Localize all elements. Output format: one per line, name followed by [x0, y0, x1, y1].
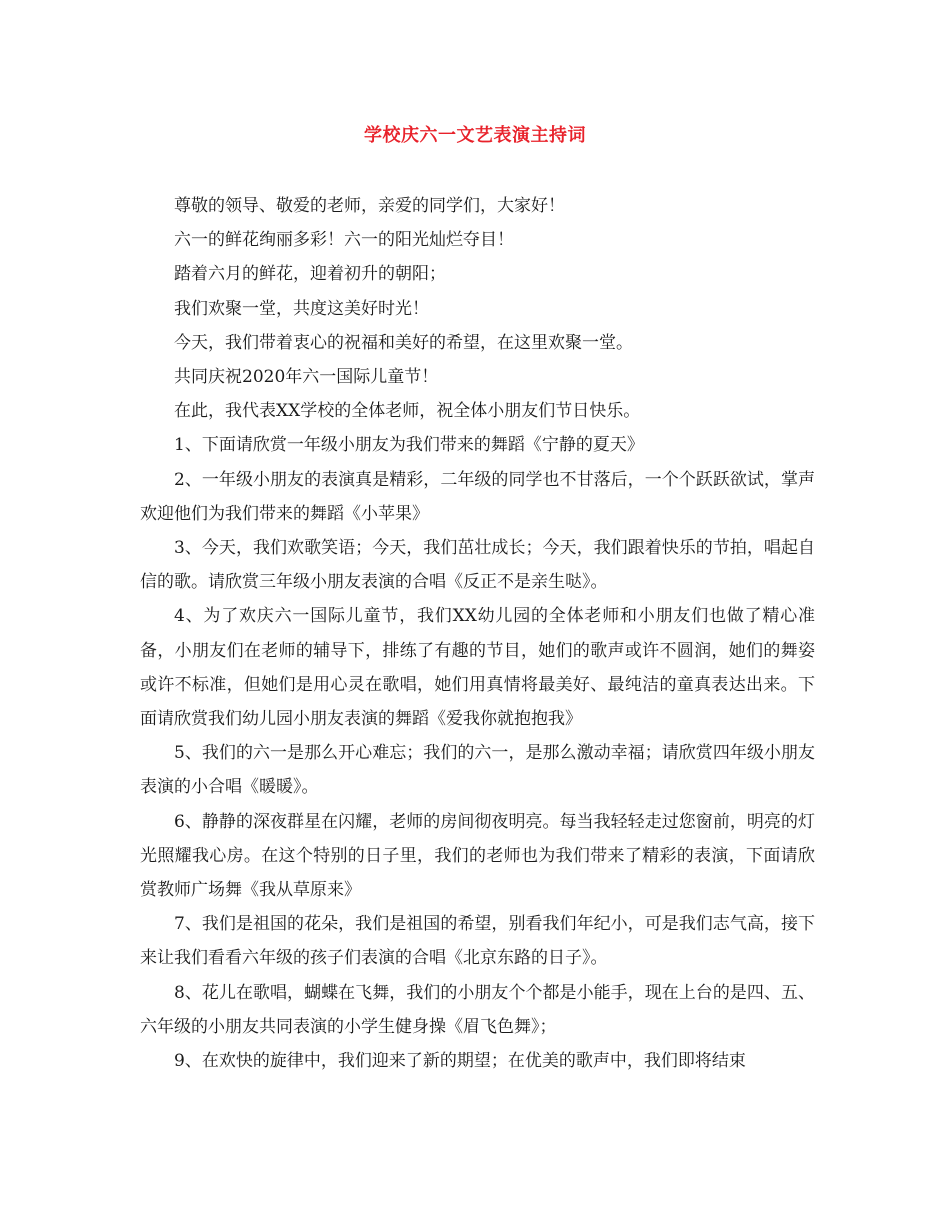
document-body: [140, 189, 815, 1078]
paragraph: 4、为了欢庆六一国际儿童节，我们XX幼儿园的全体老师和小朋友们也做了精心准备，小朋友们在老师的辅导下，排练了有趣的节目，她们的歌声或许不圆润，她们的舞姿或许不标准，但她们是用心灵在歌唱，她们用真情将最美好、最纯洁的童真表达出来。下面请欣赏我们幼儿园小朋友表演的舞蹈《爱我你就抱抱我》: [140, 606, 815, 730]
paragraph: 9、在欢快的旋律中，我们迎来了新的期望；在优美的歌声中，我们即将结束: [174, 1051, 746, 1072]
paragraph: 在此，我代表XX学校的全体老师，祝全体小朋友们节日快乐。: [174, 401, 641, 422]
paragraph: 今天，我们带着衷心的祝福和美好的希望，在这里欢聚一堂。: [174, 332, 633, 353]
paragraph: 尊敬的领导、敬爱的老师，亲爱的同学们，大家好！: [174, 196, 565, 216]
paragraph: 8、花儿在歌唱，蝴蝶在飞舞，我们的小朋友个个都是小能手，现在上台的是四、五、六年级的小朋友共同表演的小学生健身操《眉飞色舞》；: [140, 982, 815, 1037]
paragraph: 6、静静的深夜群星在闪耀，老师的房间彻夜明亮。每当我轻轻走过您窗前，明亮的灯光照耀我心房。在这个特别的日子里，我们的老师也为我们带来了精彩的表演，下面请欣赏教师广场舞《我从草原来》: [140, 811, 815, 901]
paragraph: 共同庆祝2020年六一国际儿童节！: [174, 367, 439, 388]
paragraph: 2、一年级小朋友的表演真是精彩，二年级的同学也不甘落后，一个个跃跃欲试，掌声欢迎他们为我们带来的舞蹈《小苹果》: [140, 469, 815, 524]
paragraph: 3、今天，我们欢歌笑语；今天，我们茁壮成长；今天，我们跟着快乐的节拍，唱起自信的歌。请欣赏三年级小朋友表演的合唱《反正不是亲生哒》。: [140, 538, 815, 593]
paragraph: 5、我们的六一是那么开心难忘；我们的六一，是那么激动幸福；请欣赏四年级小朋友表演的小合唱《暖暖》。: [140, 743, 815, 798]
paragraph: 1、下面请欣赏一年级小朋友为我们带来的舞蹈《宁静的夏天》: [174, 435, 644, 456]
paragraph: 7、我们是祖国的花朵，我们是祖国的希望，别看我们年纪小，可是我们志气高，接下来让我们看看六年级的孩子们表演的合唱《北京东路的日子》。: [140, 914, 815, 969]
paragraph: 六一的鲜花绚丽多彩！六一的阳光灿烂夺目！: [174, 230, 514, 251]
page-title: 学校庆六一文艺表演主持词: [364, 125, 586, 146]
paragraph: 我们欢聚一堂，共度这美好时光！: [174, 298, 429, 319]
paragraph: 踏着六月的鲜花，迎着初升的朝阳；: [174, 264, 446, 285]
